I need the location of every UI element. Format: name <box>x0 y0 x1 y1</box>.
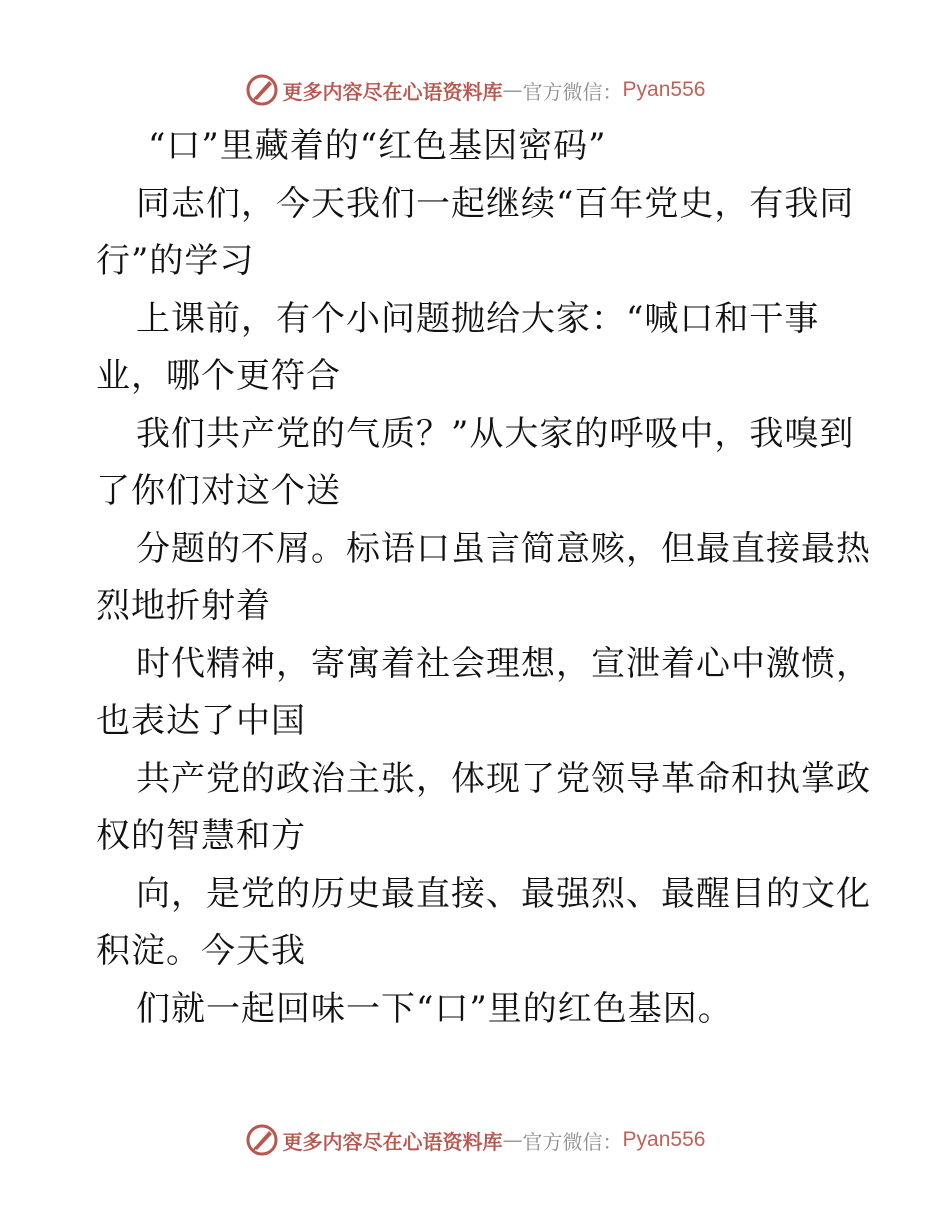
text-line: 了你们对这个送 <box>96 471 341 511</box>
quill-logo-icon <box>245 1123 279 1157</box>
document-body <box>96 118 871 1038</box>
quill-logo-icon <box>245 73 279 107</box>
banner-separator: — <box>502 1128 523 1152</box>
text-line: 行”的学习 <box>96 241 255 281</box>
text-line: 们就一起回味一下“口”里的红色基因。 <box>136 988 733 1029</box>
text-line: 分题的不屑。标语口虽言简意赅，但最直接最热 <box>136 528 871 569</box>
banner-site-text: 更多内容尽在心语资料库 <box>282 79 503 104</box>
text-line: 积淀。今天我 <box>96 931 306 971</box>
header-banner <box>0 70 950 110</box>
text-line: 也表达了中国 <box>96 701 306 741</box>
text-line: 烈地折射着 <box>96 586 271 626</box>
banner-separator: — <box>502 78 523 102</box>
footer-banner <box>0 1120 950 1160</box>
banner-wechat-label: 官方微信： <box>522 1129 623 1154</box>
text-line: 共产党的政治主张，体现了党领导革命和执掌政 <box>136 758 871 799</box>
text-line: 上课前，有个小问题抛给大家：“喊口和干事 <box>136 298 820 339</box>
banner-wechat-label: 官方微信： <box>522 79 623 104</box>
text-line: 我们共产党的气质？”从大家的呼吸中，我嗅到 <box>136 413 855 454</box>
document-title: “口”里藏着的“红色基因密码” <box>148 126 607 166</box>
text-line: 向，是党的历史最直接、最强烈、最醒目的文化 <box>136 873 871 914</box>
banner-wechat-id: Pyan556 <box>622 1128 706 1151</box>
banner-site-text: 更多内容尽在心语资料库 <box>282 1129 503 1154</box>
banner-wechat-id: Pyan556 <box>622 78 706 101</box>
text-line: 业，哪个更符合 <box>96 356 341 396</box>
text-line: 同志们，今天我们一起继续“百年党史，有我同 <box>136 183 855 224</box>
text-line: 权的智慧和方 <box>96 816 306 856</box>
text-line: 时代精神，寄寓着社会理想，宣泄着心中激愤， <box>136 643 871 684</box>
